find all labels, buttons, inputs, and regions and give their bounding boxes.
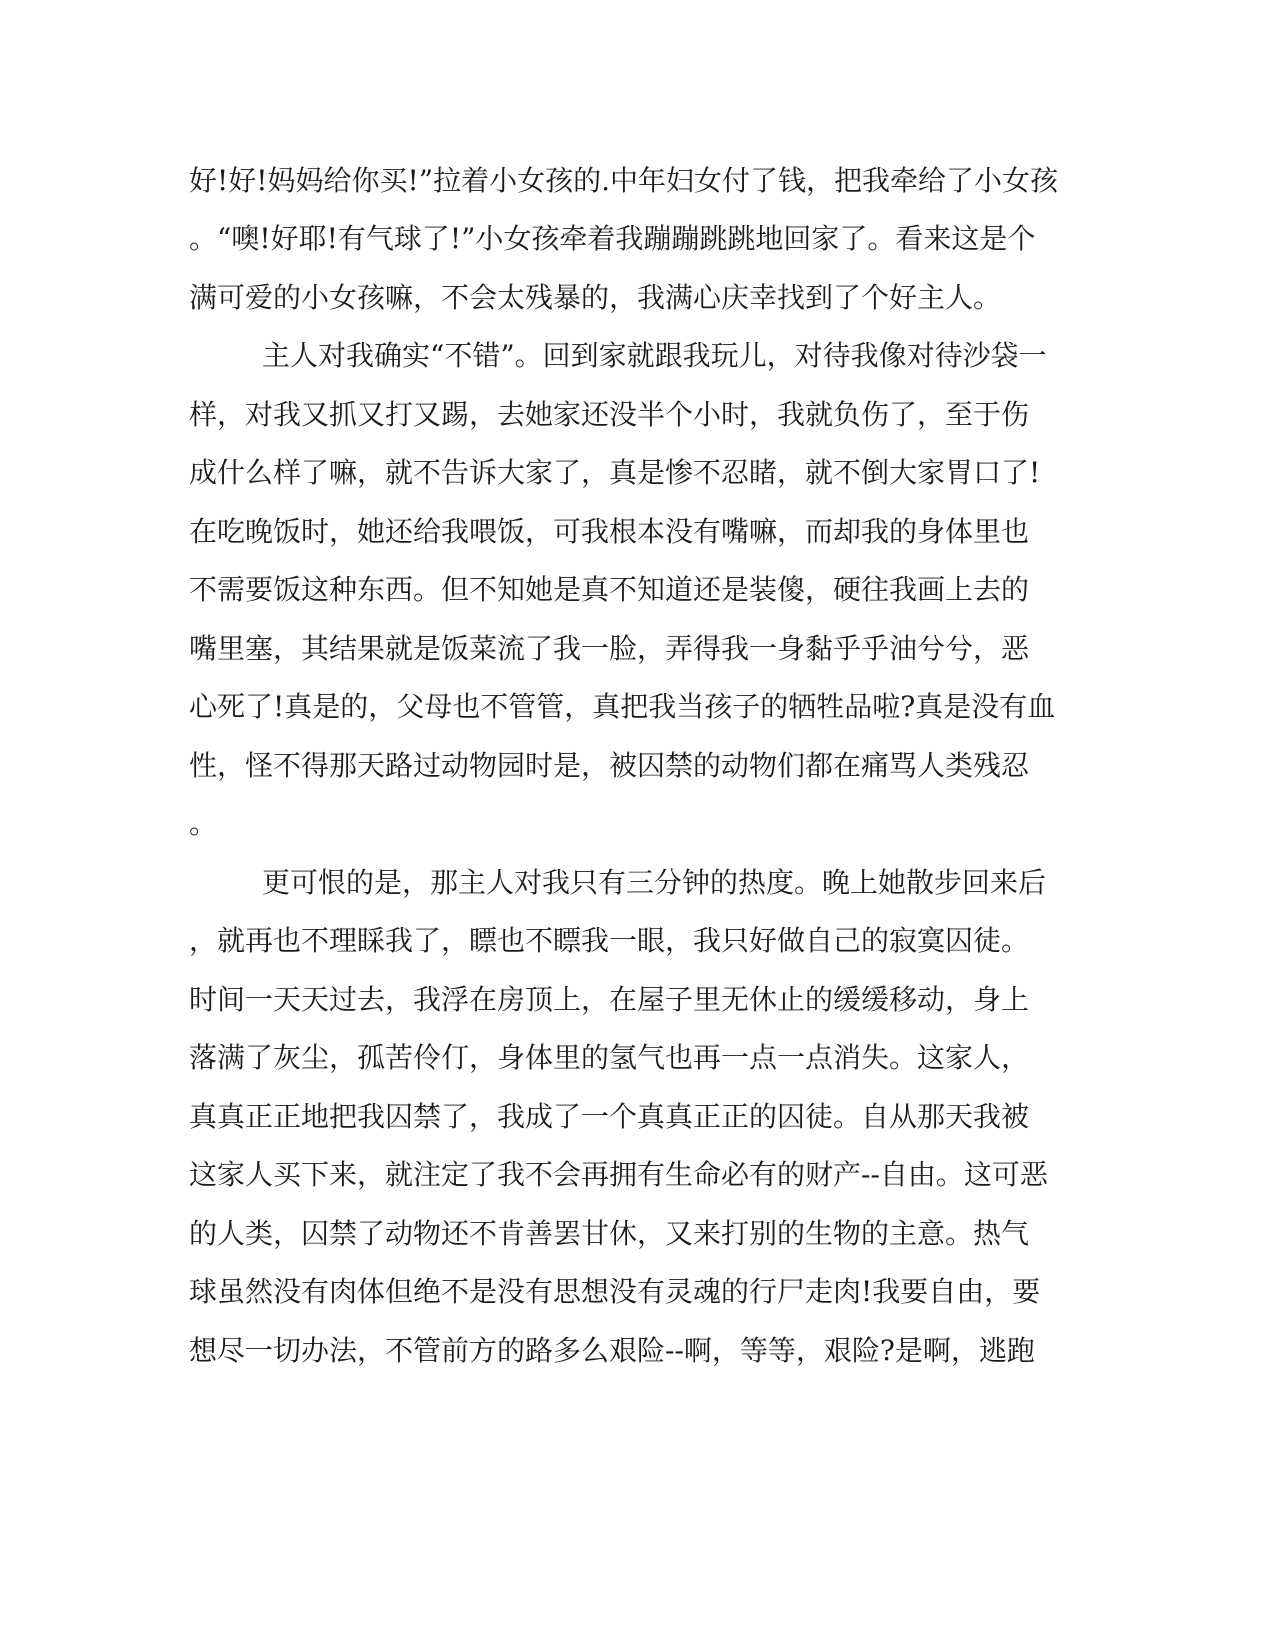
text-line: 。“噢!好耶!有气球了!”小女孩牵着我蹦蹦跳跳地回家了。看来这是个 (189, 222, 1036, 255)
text-line: ，就再也不理睬我了，瞟也不瞟我一眼，我只好做自己的寂寞囚徒。 (189, 924, 1030, 957)
text-line: 成什么样了嘛，就不告诉大家了，真是惨不忍睹，就不倒大家胃口了! (189, 456, 1041, 489)
text-line: 时间一天天过去，我浮在房顶上，在屋子里无休止的缓缓移动，身上 (189, 983, 1030, 1016)
text-line: 好!好!妈妈给你买!”拉着小女孩的.中年妇女付了钱，把我牵给了小女孩 (189, 164, 1058, 197)
text-line: 的人类，囚禁了动物还不肯善罢甘休，又来打别的生物的主意。热气 (189, 1217, 1030, 1250)
text-line: 真真正正地把我囚禁了，我成了一个真真正正的囚徒。自从那天我被 (189, 1100, 1030, 1133)
text-line: 在吃晚饭时，她还给我喂饭，可我根本没有嘴嘛，而却我的身体里也 (189, 515, 1030, 548)
text-line: 落满了灰尘，孤苦伶仃，身体里的氢气也再一点一点消失。这家人， (189, 1041, 1030, 1074)
text-line: 心死了!真是的，父母也不管管，真把我当孩子的牺牲品啦?真是没有血 (189, 690, 1056, 723)
text-line: 这家人买下来，就注定了我不会再拥有生命必有的财产--自由。这可恶 (189, 1158, 1048, 1191)
text-line: 性，怪不得那天路过动物园时是，被囚禁的动物们都在痛骂人类残忍 (189, 749, 1030, 782)
text-line: 。 (189, 807, 218, 840)
paragraph-first-line: 更可恨的是，那主人对我只有三分钟的热度。晚上她散步回来后 (262, 866, 1047, 899)
text-line: 满可爱的小女孩嘛，不会太残暴的，我满心庆幸找到了个好主人。 (189, 281, 1002, 314)
text-line: 不需要饭这种东西。但不知她是真不知道还是装傻，硬往我画上去的 (189, 573, 1030, 606)
paragraph-first-line: 主人对我确实“不错”。回到家就跟我玩儿，对待我像对待沙袋一 (262, 339, 1047, 372)
text-line: 嘴里塞，其结果就是饭菜流了我一脸，弄得我一身黏乎乎油兮兮，恶 (189, 632, 1030, 665)
text-line: 想尽一切办法，不管前方的路多么艰险--啊，等等，艰险?是啊，逃跑 (189, 1334, 1035, 1367)
text-line: 样，对我又抓又打又踢，去她家还没半个小时，我就负伤了，至于伤 (189, 398, 1030, 431)
text-line: 球虽然没有肉体但绝不是没有思想没有灵魂的行尸走肉!我要自由，要 (189, 1275, 1041, 1308)
